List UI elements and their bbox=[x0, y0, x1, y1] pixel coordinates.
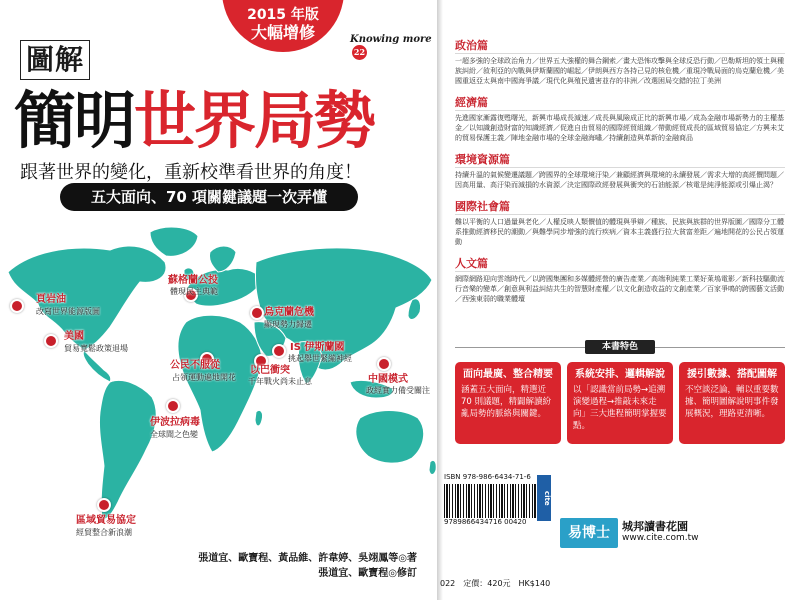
australia-shape bbox=[356, 411, 424, 464]
feature-body: 涵蓋五大面向，精選近 70 則議題，精闢解讀紛亂局勢的脈絡與關鍵。 bbox=[461, 385, 552, 419]
pin-trade-agreements-desc: 經貿整合新浪潮 bbox=[76, 528, 132, 537]
isbn-text: ISBN 978-986-6434-71-6 bbox=[444, 473, 531, 481]
central-america-shape bbox=[83, 350, 111, 382]
feature-body: 以「認識當前局勢→追溯演變過程→推敲未來走向」三大進程簡明掌握要點。 bbox=[573, 385, 667, 431]
feature-title: 系統安排、邏輯解說 bbox=[575, 369, 665, 380]
pin-islamic-state bbox=[272, 344, 286, 358]
spine-shadow bbox=[437, 0, 443, 600]
pin-usa-desc: 貿易寬鬆政策退場 bbox=[64, 344, 128, 353]
feature-box-coverage bbox=[455, 362, 561, 444]
pin-ukraine-desc: 顯現勢力歸遷 bbox=[264, 320, 312, 329]
series-name: Knowing more bbox=[350, 34, 432, 45]
section-society bbox=[455, 199, 785, 247]
section-culture bbox=[455, 256, 785, 304]
pin-ebola-desc: 全球聞之色變 bbox=[150, 430, 198, 439]
pin-scotland-desc: 體現民主典範 bbox=[170, 287, 218, 296]
north-america-shape bbox=[8, 246, 166, 350]
edition-year: 2015 年版 bbox=[247, 7, 319, 23]
cite-logo-icon: cite bbox=[537, 475, 551, 521]
pin-civil-disobedience-desc: 占領運動遍地開花 bbox=[172, 373, 236, 382]
pin-scotland-title: 蘇格蘭公投 bbox=[168, 275, 218, 286]
price-line: 022 定價：420元 HK$140 bbox=[440, 579, 551, 588]
feature-body: 不空談泛論，輔以重要數據、簡明圖解說明事件發展概況，理路更清晰。 bbox=[685, 385, 779, 419]
section-title: 人文篇 bbox=[455, 256, 785, 272]
pin-china-desc: 政經實力備受關注 bbox=[366, 386, 430, 395]
greenland-shape bbox=[150, 227, 198, 256]
edition-badge bbox=[222, 0, 344, 52]
scandinavia-shape bbox=[209, 246, 236, 272]
ean-text bbox=[444, 518, 550, 527]
publisher-url: www.cite.com.tw bbox=[622, 533, 699, 543]
pin-israel-palestine-title: 以巴衝突 bbox=[250, 365, 290, 376]
pin-china-title: 中國模式 bbox=[368, 374, 408, 385]
section-title: 政治篇 bbox=[455, 38, 785, 54]
madagascar-shape bbox=[255, 410, 263, 426]
feature-title: 面向最廣、整合精要 bbox=[463, 369, 553, 380]
feature-box-system bbox=[567, 362, 673, 444]
pin-usa bbox=[44, 334, 58, 348]
pin-islamic-state-desc: 挑起舉世緊繃神經 bbox=[288, 354, 352, 363]
title-kicker: 圖解 bbox=[20, 40, 90, 80]
tagline-bar: 五大面向、70 項關鍵議題一次弄懂 bbox=[60, 183, 358, 211]
publisher-logo: 易博士 bbox=[560, 518, 618, 548]
pin-ebola bbox=[166, 399, 180, 413]
features-label: 本書特色 bbox=[585, 340, 655, 354]
chapter-summary bbox=[455, 38, 785, 313]
book-subtitle: 跟著世界的變化，重新校準看世界的角度！ bbox=[20, 162, 362, 183]
feature-title: 援引數據、搭配圖解 bbox=[687, 369, 777, 380]
pin-shale-oil-title: 頁岩油 bbox=[36, 294, 66, 305]
author-credits bbox=[198, 551, 417, 581]
section-politics bbox=[455, 38, 785, 86]
publisher-name: 城邦讀書花園 bbox=[622, 520, 688, 533]
book-title-red: 世界局勢 bbox=[134, 84, 375, 157]
new-zealand-shape bbox=[429, 460, 436, 474]
revisers-line: 張道宜、歐寶程◎修訂 bbox=[318, 568, 417, 579]
section-title: 環境資源篇 bbox=[455, 152, 785, 168]
pin-islamic-state-title: IS 伊斯蘭國 bbox=[290, 342, 345, 353]
section-body: 一超多強的全球政治角力／世界五大強權的舞合鋼索／畫大恐怖攻擊與全球反恐行動／巴勒斯坦的領土與種族糾紛／敘利亞的內戰與伊斯蘭國的崛起／伊朗與西方各持己見的核危機／重現冷戰局面的烏克蘭危機／美國重返亞太與南中國海爭議／現代化與殖民遺害並存的非洲／改選困局交錯的拉丁美洲 bbox=[455, 57, 784, 85]
authors-line: 張道宜、歐寶程、黃品維、許韋婷、吳翊鳳等◎著 bbox=[198, 553, 417, 564]
section-economy bbox=[455, 95, 785, 143]
pin-civil-disobedience-title: 公民不服從 bbox=[170, 360, 220, 371]
pin-shale-oil bbox=[10, 299, 24, 313]
isbn-code: 00420 bbox=[504, 518, 527, 526]
ean-number: 9789866434716 bbox=[444, 518, 502, 526]
pin-trade-agreements-title: 區域貿易協定 bbox=[76, 515, 136, 526]
pin-trade-agreements bbox=[97, 498, 111, 512]
edition-note: 大幅增修 bbox=[250, 23, 315, 42]
barcode-block bbox=[444, 473, 550, 533]
section-body: 先進國家漸露復甦曙光，新興市場成長減速／成長與風險成正比的新興市場／成為金融市場新勢力的主權基金／以知識創造財富的知識經濟／促進自由貿易的國際經貿組織／帶動經貿成長的區域貿易協定／方興未艾的貿易保護主義／陣地金融市場的全球金融海嘯／持續創造與革新的金融商品 bbox=[455, 114, 784, 142]
barcode-icon bbox=[444, 484, 544, 518]
section-body: 網際網路迎向雲端時代／以跨國集團和多媒體經營的廣告產業／高端利純業工業好萊塢電影／新科技驅動流行音樂的變革／創意與利益糾結共生的智慧財產權／以文化創造收益的文創產業／百家爭鳴的跨國藝文活動／西強東弱的職業體壇 bbox=[455, 275, 784, 303]
section-title: 國際社會篇 bbox=[455, 199, 785, 215]
pin-china bbox=[377, 357, 391, 371]
section-title: 經濟篇 bbox=[455, 95, 785, 111]
pin-israel-palestine-desc: 千年戰火尚未止息 bbox=[248, 377, 312, 386]
book-title-black: 簡明 bbox=[14, 84, 135, 157]
pin-ebola-title: 伊波拉病毒 bbox=[150, 417, 200, 428]
section-body: 持續升溫的氣候變遷議題／跨國界的全球環境汙染／兼顧經濟與環境的永續發展／需求大增的高經價問題／因高用量、高汙染而減損的水資源／決定國際政經發展與衝突的石油能源／核電是純淨能源或引爆止渴？ bbox=[455, 171, 784, 189]
feature-box-data bbox=[679, 362, 785, 444]
section-body: 難以平衡的人口過量與老化／人權反映人類價值的體現與爭辯／種族、民族與族群的世界版圖／國際分工體系推動經濟移民的潮動／與難學同步增強的流行疾病／資本主義盛行拉大貧富差距／遍地開花的公民占領運動 bbox=[455, 218, 784, 246]
pin-ukraine bbox=[250, 306, 264, 320]
pin-usa-title: 美國 bbox=[64, 331, 84, 342]
section-environment bbox=[455, 152, 785, 190]
series-label bbox=[350, 34, 437, 60]
pin-shale-oil-desc: 改寫世界能源版圖 bbox=[36, 307, 100, 316]
pin-ukraine-title: 烏克蘭危機 bbox=[264, 307, 314, 318]
series-number: 22 bbox=[352, 45, 367, 60]
